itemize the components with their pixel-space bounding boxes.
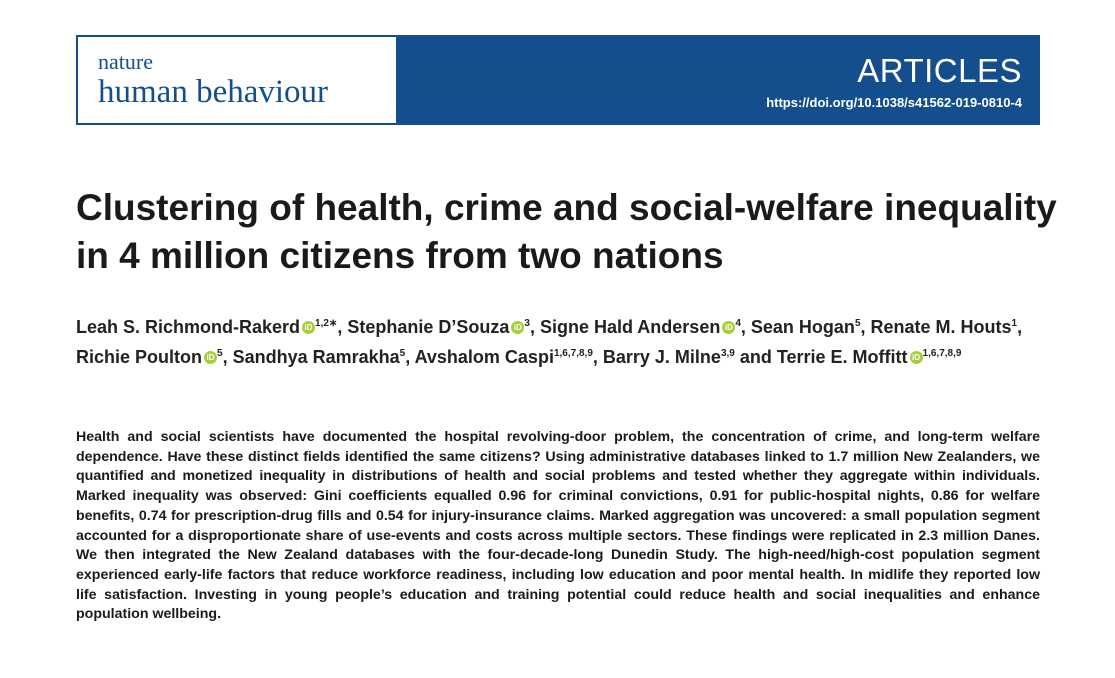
author-separator: , — [592, 347, 603, 367]
author-name[interactable]: Terrie E. Moffitt — [776, 347, 908, 367]
author-list — [76, 312, 1056, 372]
author-affiliation[interactable]: 5 — [217, 348, 223, 359]
abstract: Health and social scientists have documented the hospital revolving-door problem, the concentration of crime, and long-term welfare dependence. Have these distinct fields identified the same citizens? Using administrative databases linked to 1.7 million New Zealanders, we quantified and monetized inequality in distributions of health and social problems and tested whether they aggregate within individuals. Marked inequality was observed: Gini coefficients equalled 0.96 for criminal convictions, 0.91 for public-hospital nights, 0.86 for welfare benefits, 0.74 for prescription-drug fills and 0.54 for injury-insurance claims. Marked aggregation was uncovered: a small population segment accounted for a disproportionate share of use-events and costs across multiple sectors. These findings were replicated in 2.3 million Danes. We then integrated the New Zealand databases with the four-decade-long Dunedin Study. The high-need/high-cost population segment experienced early-life factors that reduce workforce readiness, including low education and poor mental health. In midlife they reported low life satisfaction. Investing in young people’s education and training potential could reduce health and social inequalities and enhance population wellbeing. — [76, 429, 1040, 623]
author-affiliation[interactable]: 1,6,7,8,9 — [553, 348, 593, 359]
doi-link[interactable]: https://doi.org/10.1038/s41562-019-0810-4 — [766, 95, 1022, 110]
author-separator: , — [222, 347, 233, 367]
journal-name-line2: human behaviour — [98, 74, 329, 110]
author-name[interactable]: Richie Poulton — [76, 347, 202, 367]
author-separator: , — [405, 347, 415, 367]
article-type-panel — [396, 37, 1038, 123]
journal-logo[interactable] — [78, 37, 396, 123]
author-name[interactable]: Signe Hald Andersen — [539, 317, 721, 337]
author-name[interactable]: Stephanie D’Souza — [347, 317, 510, 337]
author-separator: , — [860, 317, 871, 337]
author-separator: and — [734, 347, 777, 367]
orcid-icon[interactable]: iD — [204, 351, 217, 364]
author-affiliation[interactable]: 4 — [735, 318, 741, 329]
author-name[interactable]: Leah S. Richmond-Rakerd — [76, 317, 301, 337]
author-separator: , — [529, 317, 540, 337]
orcid-icon[interactable]: iD — [511, 321, 524, 334]
orcid-icon[interactable]: iD — [302, 321, 315, 334]
author-affiliation[interactable]: 3,9 — [720, 348, 735, 359]
author-affiliation[interactable]: 1 — [1011, 318, 1018, 329]
author-affiliation[interactable]: 5 — [399, 348, 406, 359]
author-affiliation[interactable]: 1,2∗ — [315, 318, 338, 329]
author-name[interactable]: Renate M. Houts — [870, 317, 1012, 337]
section-label: ARTICLES — [857, 52, 1022, 89]
author-name[interactable]: Barry J. Milne — [602, 347, 721, 367]
author-affiliation[interactable]: 3 — [524, 318, 530, 329]
author-affiliation[interactable]: 5 — [854, 318, 861, 329]
author-name[interactable]: Sandhya Ramrakha — [232, 347, 400, 367]
author-name[interactable]: Sean Hogan — [750, 317, 855, 337]
author-name[interactable]: Avshalom Caspi — [414, 347, 554, 367]
author-separator: , — [1017, 317, 1023, 337]
orcid-icon[interactable]: iD — [910, 351, 923, 364]
article-title: Clustering of health, crime and social-welfare inequality in 4 million citizens from two nations — [76, 187, 1057, 276]
journal-name-line1: nature — [98, 49, 153, 74]
author-separator: , — [740, 317, 751, 337]
journal-header — [76, 35, 1040, 125]
orcid-icon[interactable]: iD — [722, 321, 735, 334]
author-separator: , — [337, 317, 348, 337]
author-affiliation[interactable]: 1,6,7,8,9 — [922, 348, 962, 359]
